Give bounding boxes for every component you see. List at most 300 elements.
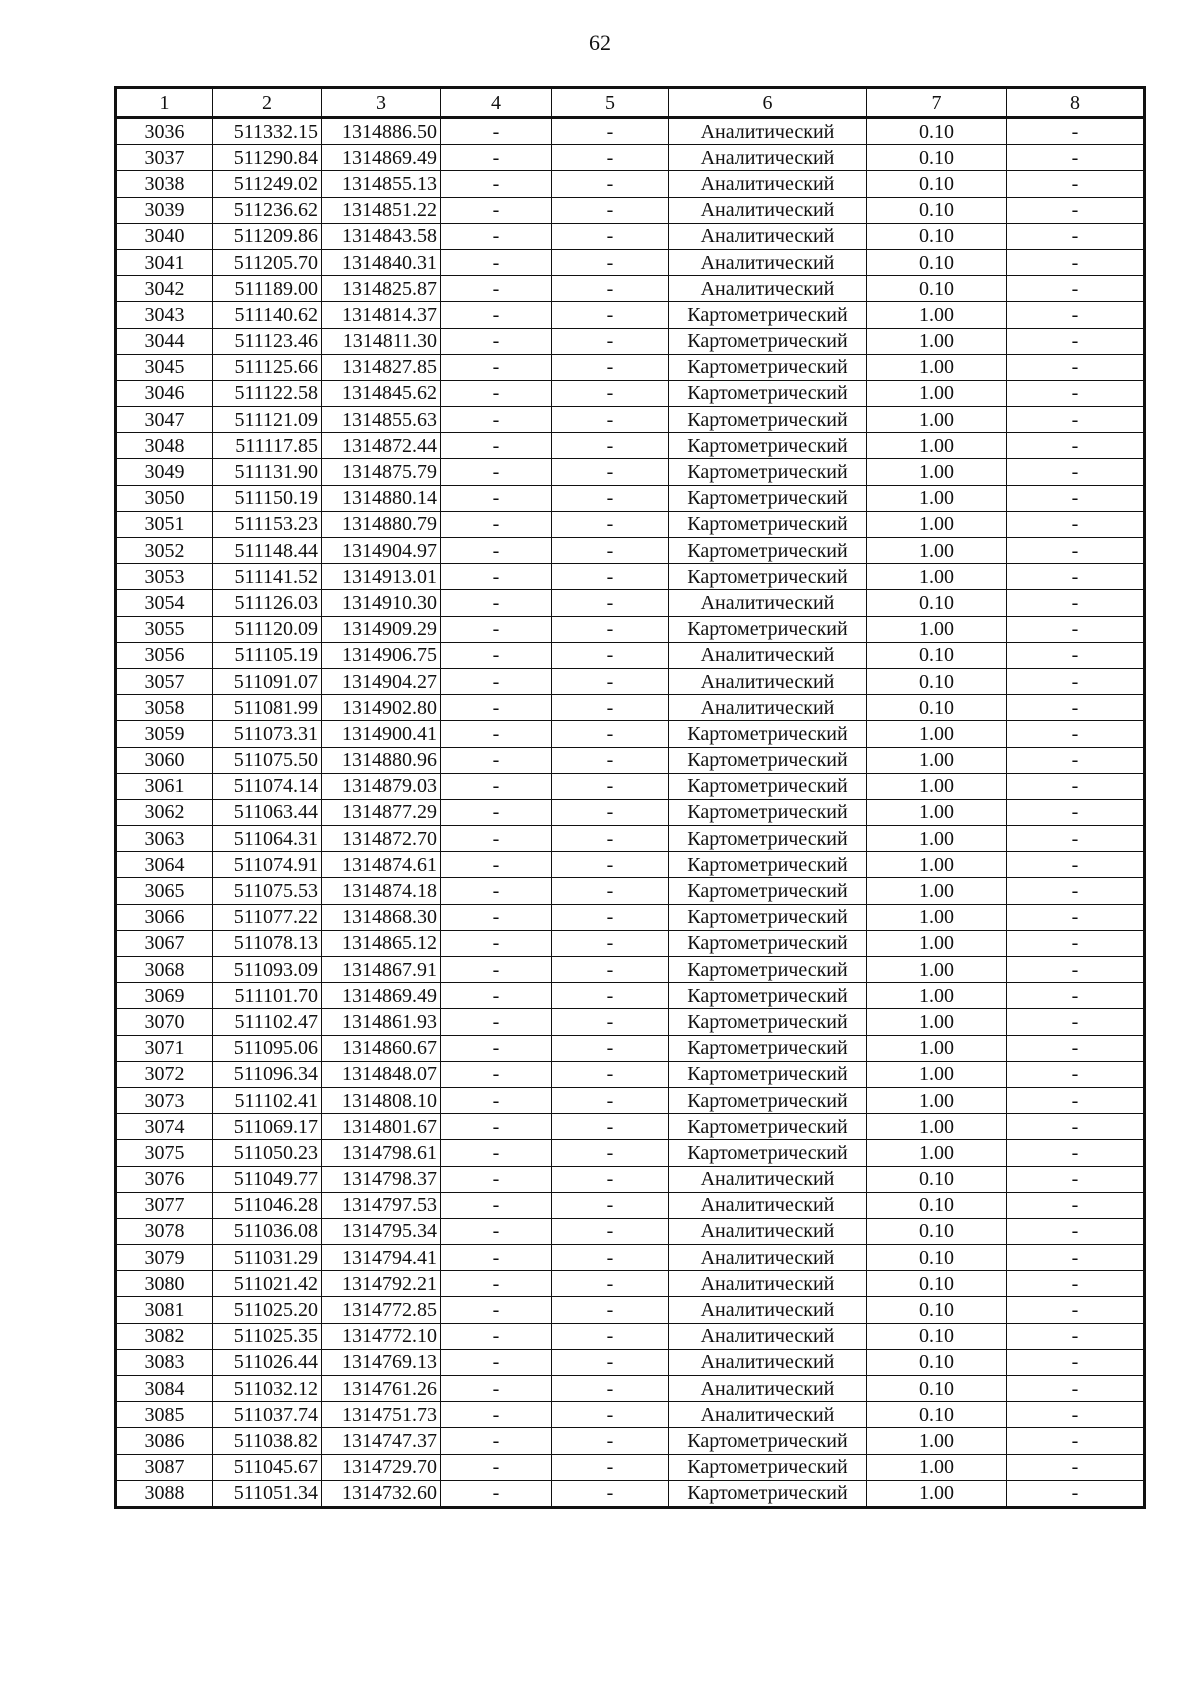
accuracy-cell: 0.10 <box>867 1402 1007 1428</box>
table-row <box>116 433 1145 459</box>
method-cell: Картометрический <box>669 826 867 852</box>
y-coordinate-cell: 1314865.12 <box>322 930 441 956</box>
point-number-cell: 3036 <box>116 118 213 145</box>
x-coordinate-cell: 511105.19 <box>213 642 322 668</box>
y-coordinate-cell: 1314792.21 <box>322 1271 441 1297</box>
x-coordinate-cell: 511140.62 <box>213 302 322 328</box>
table-row <box>116 930 1145 956</box>
col-5-value-cell: - <box>552 380 669 406</box>
x-coordinate-cell: 511150.19 <box>213 485 322 511</box>
col-8-value-cell: - <box>1007 538 1145 564</box>
col-5-value-cell: - <box>552 930 669 956</box>
method-cell: Картометрический <box>669 407 867 433</box>
x-coordinate-cell: 511021.42 <box>213 1271 322 1297</box>
col-4-value-cell: - <box>441 1166 552 1192</box>
method-cell: Аналитический <box>669 1218 867 1244</box>
point-number-cell: 3067 <box>116 930 213 956</box>
column-header-6: 6 <box>669 88 867 118</box>
method-cell: Картометрический <box>669 852 867 878</box>
y-coordinate-cell: 1314910.30 <box>322 590 441 616</box>
col-4-value-cell: - <box>441 485 552 511</box>
accuracy-cell: 0.10 <box>867 1376 1007 1402</box>
col-4-value-cell: - <box>441 852 552 878</box>
y-coordinate-cell: 1314797.53 <box>322 1192 441 1218</box>
table-row <box>116 1061 1145 1087</box>
point-number-cell: 3066 <box>116 904 213 930</box>
col-8-value-cell: - <box>1007 171 1145 197</box>
accuracy-cell: 1.00 <box>867 538 1007 564</box>
col-8-value-cell: - <box>1007 1454 1145 1480</box>
x-coordinate-cell: 511075.53 <box>213 878 322 904</box>
accuracy-cell: 1.00 <box>867 616 1007 642</box>
method-cell: Аналитический <box>669 118 867 145</box>
col-8-value-cell: - <box>1007 485 1145 511</box>
y-coordinate-cell: 1314732.60 <box>322 1480 441 1507</box>
method-cell: Картометрический <box>669 957 867 983</box>
accuracy-cell: 1.00 <box>867 354 1007 380</box>
y-coordinate-cell: 1314880.96 <box>322 747 441 773</box>
col-5-value-cell: - <box>552 878 669 904</box>
x-coordinate-cell: 511249.02 <box>213 171 322 197</box>
col-5-value-cell: - <box>552 799 669 825</box>
table-row <box>116 590 1145 616</box>
accuracy-cell: 1.00 <box>867 485 1007 511</box>
method-cell: Аналитический <box>669 1166 867 1192</box>
y-coordinate-cell: 1314867.91 <box>322 957 441 983</box>
x-coordinate-cell: 511078.13 <box>213 930 322 956</box>
col-5-value-cell: - <box>552 1454 669 1480</box>
accuracy-cell: 1.00 <box>867 957 1007 983</box>
point-number-cell: 3045 <box>116 354 213 380</box>
col-5-value-cell: - <box>552 1480 669 1507</box>
table-row <box>116 773 1145 799</box>
accuracy-cell: 1.00 <box>867 328 1007 354</box>
col-5-value-cell: - <box>552 616 669 642</box>
y-coordinate-cell: 1314904.97 <box>322 538 441 564</box>
col-5-value-cell: - <box>552 695 669 721</box>
y-coordinate-cell: 1314855.63 <box>322 407 441 433</box>
column-header-4: 4 <box>441 88 552 118</box>
column-header-7: 7 <box>867 88 1007 118</box>
table-row <box>116 223 1145 249</box>
col-5-value-cell: - <box>552 1376 669 1402</box>
col-5-value-cell: - <box>552 433 669 459</box>
col-8-value-cell: - <box>1007 957 1145 983</box>
point-number-cell: 3053 <box>116 564 213 590</box>
x-coordinate-cell: 511189.00 <box>213 276 322 302</box>
accuracy-cell: 1.00 <box>867 852 1007 878</box>
column-header-2: 2 <box>213 88 322 118</box>
method-cell: Картометрический <box>669 485 867 511</box>
col-5-value-cell: - <box>552 1218 669 1244</box>
accuracy-cell: 1.00 <box>867 983 1007 1009</box>
y-coordinate-cell: 1314769.13 <box>322 1349 441 1375</box>
point-number-cell: 3042 <box>116 276 213 302</box>
x-coordinate-cell: 511117.85 <box>213 433 322 459</box>
y-coordinate-cell: 1314861.93 <box>322 1009 441 1035</box>
x-coordinate-cell: 511026.44 <box>213 1349 322 1375</box>
method-cell: Картометрический <box>669 538 867 564</box>
col-5-value-cell: - <box>552 1297 669 1323</box>
y-coordinate-cell: 1314880.14 <box>322 485 441 511</box>
col-5-value-cell: - <box>552 1140 669 1166</box>
col-5-value-cell: - <box>552 407 669 433</box>
y-coordinate-cell: 1314845.62 <box>322 380 441 406</box>
col-8-value-cell: - <box>1007 197 1145 223</box>
accuracy-cell: 0.10 <box>867 1166 1007 1192</box>
x-coordinate-cell: 511049.77 <box>213 1166 322 1192</box>
col-4-value-cell: - <box>441 538 552 564</box>
x-coordinate-cell: 511290.84 <box>213 145 322 171</box>
method-cell: Картометрический <box>669 799 867 825</box>
col-4-value-cell: - <box>441 276 552 302</box>
col-4-value-cell: - <box>441 1114 552 1140</box>
x-coordinate-cell: 511093.09 <box>213 957 322 983</box>
table-body <box>116 118 1145 1508</box>
col-5-value-cell: - <box>552 852 669 878</box>
table-row <box>116 1297 1145 1323</box>
col-8-value-cell: - <box>1007 1035 1145 1061</box>
table-row <box>116 1271 1145 1297</box>
x-coordinate-cell: 511064.31 <box>213 826 322 852</box>
x-coordinate-cell: 511205.70 <box>213 249 322 275</box>
col-5-value-cell: - <box>552 773 669 799</box>
col-5-value-cell: - <box>552 642 669 668</box>
col-4-value-cell: - <box>441 145 552 171</box>
table-row <box>116 538 1145 564</box>
col-8-value-cell: - <box>1007 1323 1145 1349</box>
y-coordinate-cell: 1314904.27 <box>322 668 441 694</box>
point-number-cell: 3082 <box>116 1323 213 1349</box>
accuracy-cell: 0.10 <box>867 1218 1007 1244</box>
col-5-value-cell: - <box>552 1323 669 1349</box>
y-coordinate-cell: 1314855.13 <box>322 171 441 197</box>
x-coordinate-cell: 511101.70 <box>213 983 322 1009</box>
header-row <box>116 88 1145 118</box>
method-cell: Аналитический <box>669 668 867 694</box>
accuracy-cell: 1.00 <box>867 721 1007 747</box>
y-coordinate-cell: 1314827.85 <box>322 354 441 380</box>
col-4-value-cell: - <box>441 118 552 145</box>
col-5-value-cell: - <box>552 1245 669 1271</box>
col-8-value-cell: - <box>1007 1349 1145 1375</box>
y-coordinate-cell: 1314872.44 <box>322 433 441 459</box>
x-coordinate-cell: 511025.35 <box>213 1323 322 1349</box>
col-8-value-cell: - <box>1007 721 1145 747</box>
x-coordinate-cell: 511050.23 <box>213 1140 322 1166</box>
col-5-value-cell: - <box>552 1087 669 1113</box>
method-cell: Картометрический <box>669 1061 867 1087</box>
y-coordinate-cell: 1314886.50 <box>322 118 441 145</box>
y-coordinate-cell: 1314869.49 <box>322 145 441 171</box>
col-8-value-cell: - <box>1007 433 1145 459</box>
y-coordinate-cell: 1314880.79 <box>322 511 441 537</box>
method-cell: Картометрический <box>669 1087 867 1113</box>
col-8-value-cell: - <box>1007 983 1145 1009</box>
col-4-value-cell: - <box>441 223 552 249</box>
method-cell: Картометрический <box>669 1454 867 1480</box>
method-cell: Картометрический <box>669 1009 867 1035</box>
y-coordinate-cell: 1314798.37 <box>322 1166 441 1192</box>
accuracy-cell: 1.00 <box>867 564 1007 590</box>
method-cell: Картометрический <box>669 354 867 380</box>
table-row <box>116 1009 1145 1035</box>
accuracy-cell: 1.00 <box>867 878 1007 904</box>
x-coordinate-cell: 511036.08 <box>213 1218 322 1244</box>
y-coordinate-cell: 1314869.49 <box>322 983 441 1009</box>
method-cell: Аналитический <box>669 1323 867 1349</box>
col-4-value-cell: - <box>441 302 552 328</box>
col-8-value-cell: - <box>1007 1192 1145 1218</box>
table-row <box>116 171 1145 197</box>
point-number-cell: 3076 <box>116 1166 213 1192</box>
col-8-value-cell: - <box>1007 1376 1145 1402</box>
col-4-value-cell: - <box>441 642 552 668</box>
y-coordinate-cell: 1314808.10 <box>322 1087 441 1113</box>
point-number-cell: 3056 <box>116 642 213 668</box>
table-row <box>116 380 1145 406</box>
method-cell: Аналитический <box>669 695 867 721</box>
col-5-value-cell: - <box>552 328 669 354</box>
accuracy-cell: 1.00 <box>867 380 1007 406</box>
col-8-value-cell: - <box>1007 223 1145 249</box>
method-cell: Аналитический <box>669 642 867 668</box>
col-5-value-cell: - <box>552 590 669 616</box>
table-row <box>116 1428 1145 1454</box>
x-coordinate-cell: 511125.66 <box>213 354 322 380</box>
accuracy-cell: 1.00 <box>867 773 1007 799</box>
point-number-cell: 3062 <box>116 799 213 825</box>
col-5-value-cell: - <box>552 1402 669 1428</box>
accuracy-cell: 1.00 <box>867 904 1007 930</box>
method-cell: Картометрический <box>669 1035 867 1061</box>
table-row <box>116 407 1145 433</box>
y-coordinate-cell: 1314877.29 <box>322 799 441 825</box>
y-coordinate-cell: 1314840.31 <box>322 249 441 275</box>
table-row <box>116 668 1145 694</box>
col-4-value-cell: - <box>441 1192 552 1218</box>
method-cell: Аналитический <box>669 197 867 223</box>
method-cell: Аналитический <box>669 1192 867 1218</box>
table-row <box>116 1114 1145 1140</box>
accuracy-cell: 1.00 <box>867 1087 1007 1113</box>
accuracy-cell: 0.10 <box>867 1192 1007 1218</box>
method-cell: Картометрический <box>669 983 867 1009</box>
col-4-value-cell: - <box>441 983 552 1009</box>
x-coordinate-cell: 511120.09 <box>213 616 322 642</box>
x-coordinate-cell: 511063.44 <box>213 799 322 825</box>
method-cell: Картометрический <box>669 616 867 642</box>
col-8-value-cell: - <box>1007 1245 1145 1271</box>
col-5-value-cell: - <box>552 118 669 145</box>
method-cell: Картометрический <box>669 380 867 406</box>
coordinates-table <box>114 86 1146 1509</box>
point-number-cell: 3087 <box>116 1454 213 1480</box>
accuracy-cell: 1.00 <box>867 930 1007 956</box>
col-8-value-cell: - <box>1007 1480 1145 1507</box>
table-row <box>116 957 1145 983</box>
column-header-8: 8 <box>1007 88 1145 118</box>
accuracy-cell: 1.00 <box>867 1035 1007 1061</box>
accuracy-cell: 0.10 <box>867 1297 1007 1323</box>
accuracy-cell: 0.10 <box>867 1245 1007 1271</box>
col-4-value-cell: - <box>441 904 552 930</box>
table-row <box>116 1218 1145 1244</box>
col-5-value-cell: - <box>552 276 669 302</box>
table-row <box>116 197 1145 223</box>
accuracy-cell: 0.10 <box>867 1349 1007 1375</box>
col-5-value-cell: - <box>552 511 669 537</box>
column-header-5: 5 <box>552 88 669 118</box>
x-coordinate-cell: 511121.09 <box>213 407 322 433</box>
col-4-value-cell: - <box>441 1061 552 1087</box>
point-number-cell: 3051 <box>116 511 213 537</box>
col-8-value-cell: - <box>1007 1114 1145 1140</box>
y-coordinate-cell: 1314874.61 <box>322 852 441 878</box>
table-row <box>116 1140 1145 1166</box>
point-number-cell: 3044 <box>116 328 213 354</box>
method-cell: Картометрический <box>669 511 867 537</box>
accuracy-cell: 0.10 <box>867 590 1007 616</box>
table-row <box>116 878 1145 904</box>
col-4-value-cell: - <box>441 1349 552 1375</box>
method-cell: Аналитический <box>669 145 867 171</box>
col-8-value-cell: - <box>1007 695 1145 721</box>
col-8-value-cell: - <box>1007 1297 1145 1323</box>
x-coordinate-cell: 511153.23 <box>213 511 322 537</box>
col-8-value-cell: - <box>1007 1009 1145 1035</box>
method-cell: Аналитический <box>669 249 867 275</box>
point-number-cell: 3058 <box>116 695 213 721</box>
method-cell: Картометрический <box>669 1140 867 1166</box>
col-8-value-cell: - <box>1007 904 1145 930</box>
x-coordinate-cell: 511077.22 <box>213 904 322 930</box>
method-cell: Картометрический <box>669 747 867 773</box>
col-8-value-cell: - <box>1007 930 1145 956</box>
table-row <box>116 354 1145 380</box>
col-8-value-cell: - <box>1007 616 1145 642</box>
method-cell: Аналитический <box>669 1376 867 1402</box>
col-8-value-cell: - <box>1007 642 1145 668</box>
x-coordinate-cell: 511236.62 <box>213 197 322 223</box>
y-coordinate-cell: 1314843.58 <box>322 223 441 249</box>
table-row <box>116 328 1145 354</box>
point-number-cell: 3043 <box>116 302 213 328</box>
table-row <box>116 485 1145 511</box>
x-coordinate-cell: 511141.52 <box>213 564 322 590</box>
accuracy-cell: 0.10 <box>867 118 1007 145</box>
col-4-value-cell: - <box>441 1323 552 1349</box>
col-4-value-cell: - <box>441 1376 552 1402</box>
table-row <box>116 642 1145 668</box>
x-coordinate-cell: 511148.44 <box>213 538 322 564</box>
table-row <box>116 1245 1145 1271</box>
col-4-value-cell: - <box>441 459 552 485</box>
col-4-value-cell: - <box>441 930 552 956</box>
method-cell: Аналитический <box>669 223 867 249</box>
col-5-value-cell: - <box>552 1009 669 1035</box>
point-number-cell: 3048 <box>116 433 213 459</box>
table-row <box>116 459 1145 485</box>
x-coordinate-cell: 511046.28 <box>213 1192 322 1218</box>
col-5-value-cell: - <box>552 1428 669 1454</box>
accuracy-cell: 0.10 <box>867 197 1007 223</box>
col-4-value-cell: - <box>441 878 552 904</box>
table-row <box>116 1402 1145 1428</box>
col-4-value-cell: - <box>441 1218 552 1244</box>
point-number-cell: 3078 <box>116 1218 213 1244</box>
table-row <box>116 1166 1145 1192</box>
method-cell: Картометрический <box>669 721 867 747</box>
method-cell: Аналитический <box>669 1297 867 1323</box>
point-number-cell: 3050 <box>116 485 213 511</box>
y-coordinate-cell: 1314811.30 <box>322 328 441 354</box>
col-5-value-cell: - <box>552 564 669 590</box>
col-4-value-cell: - <box>441 249 552 275</box>
accuracy-cell: 1.00 <box>867 302 1007 328</box>
y-coordinate-cell: 1314902.80 <box>322 695 441 721</box>
method-cell: Аналитический <box>669 1245 867 1271</box>
point-number-cell: 3080 <box>116 1271 213 1297</box>
col-5-value-cell: - <box>552 302 669 328</box>
point-number-cell: 3060 <box>116 747 213 773</box>
y-coordinate-cell: 1314814.37 <box>322 302 441 328</box>
accuracy-cell: 1.00 <box>867 1061 1007 1087</box>
column-header-3: 3 <box>322 88 441 118</box>
col-4-value-cell: - <box>441 171 552 197</box>
point-number-cell: 3071 <box>116 1035 213 1061</box>
col-4-value-cell: - <box>441 407 552 433</box>
col-4-value-cell: - <box>441 1480 552 1507</box>
accuracy-cell: 1.00 <box>867 1009 1007 1035</box>
accuracy-cell: 1.00 <box>867 433 1007 459</box>
point-number-cell: 3057 <box>116 668 213 694</box>
point-number-cell: 3077 <box>116 1192 213 1218</box>
col-8-value-cell: - <box>1007 276 1145 302</box>
table-row <box>116 564 1145 590</box>
method-cell: Картометрический <box>669 1428 867 1454</box>
col-8-value-cell: - <box>1007 1402 1145 1428</box>
col-5-value-cell: - <box>552 1035 669 1061</box>
col-8-value-cell: - <box>1007 511 1145 537</box>
y-coordinate-cell: 1314872.70 <box>322 826 441 852</box>
col-4-value-cell: - <box>441 511 552 537</box>
col-8-value-cell: - <box>1007 1140 1145 1166</box>
point-number-cell: 3052 <box>116 538 213 564</box>
col-5-value-cell: - <box>552 459 669 485</box>
table-row <box>116 826 1145 852</box>
col-5-value-cell: - <box>552 1192 669 1218</box>
table-row <box>116 747 1145 773</box>
table-row <box>116 1480 1145 1507</box>
x-coordinate-cell: 511126.03 <box>213 590 322 616</box>
accuracy-cell: 1.00 <box>867 1428 1007 1454</box>
method-cell: Аналитический <box>669 1349 867 1375</box>
page-number: 62 <box>589 30 611 55</box>
method-cell: Картометрический <box>669 328 867 354</box>
table-row <box>116 511 1145 537</box>
method-cell: Аналитический <box>669 590 867 616</box>
col-5-value-cell: - <box>552 1061 669 1087</box>
table-row <box>116 302 1145 328</box>
y-coordinate-cell: 1314761.26 <box>322 1376 441 1402</box>
accuracy-cell: 1.00 <box>867 407 1007 433</box>
col-4-value-cell: - <box>441 1402 552 1428</box>
point-number-cell: 3037 <box>116 145 213 171</box>
method-cell: Картометрический <box>669 302 867 328</box>
point-number-cell: 3086 <box>116 1428 213 1454</box>
col-5-value-cell: - <box>552 826 669 852</box>
